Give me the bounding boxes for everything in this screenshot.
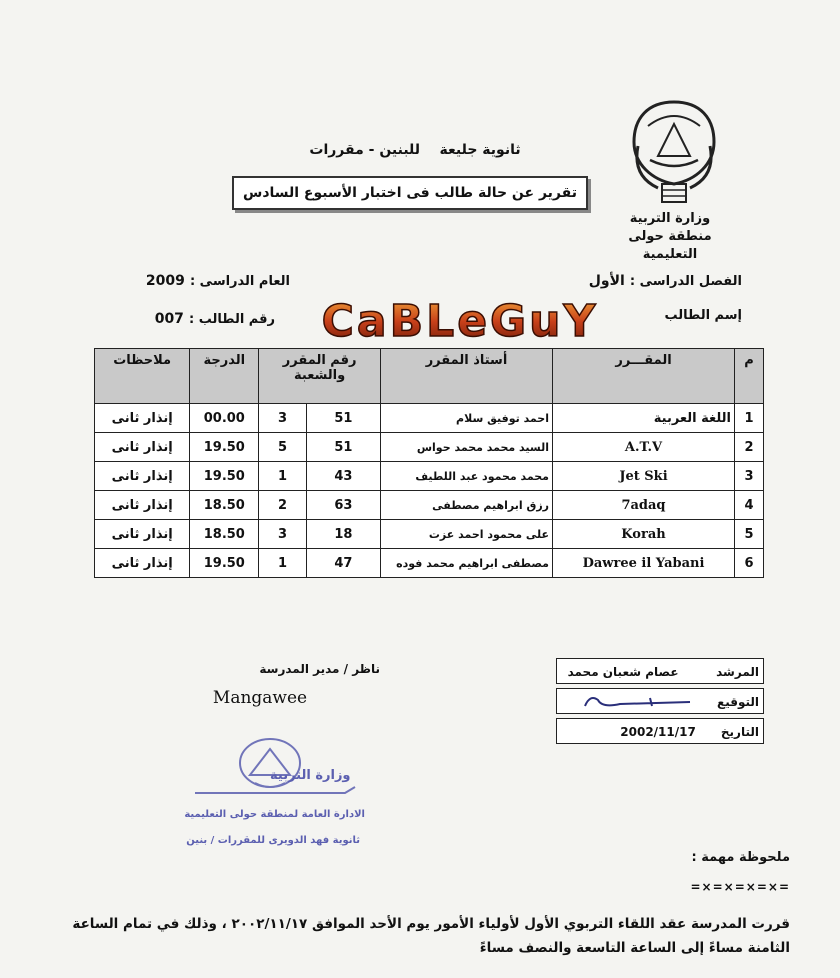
principal-name: Mangawee: [212, 688, 308, 708]
school-name: ثانوية جليعة للبنين - مقررات: [309, 142, 521, 158]
row-course: Dawree il Yabani: [553, 549, 735, 578]
table-row: [95, 433, 764, 462]
row-course: Jet Ski: [553, 462, 735, 491]
row-grade: 19.50: [190, 549, 259, 578]
student-no-value: 007: [154, 311, 184, 327]
ministry-name: [600, 210, 740, 264]
row-section: 5: [259, 433, 306, 462]
row-index: 6: [735, 549, 764, 578]
counselor-box: [556, 658, 764, 684]
handwritten-signature-icon: [580, 688, 700, 714]
date-label: التاريخ: [720, 725, 759, 739]
stamp-line1: وزارة التربية: [270, 768, 351, 783]
row-teacher: السيد محمد محمد حواس: [381, 433, 553, 462]
row-grade: 19.50: [190, 433, 259, 462]
header-course-no: رقم المقرر والشعبة: [259, 349, 381, 404]
row-teacher: محمد محمود عبد اللطيف: [381, 462, 553, 491]
table-header-row: [95, 349, 764, 404]
row-index: 3: [735, 462, 764, 491]
semester-value: الأول: [588, 273, 625, 289]
table-row: [95, 404, 764, 433]
row-course: A.T.V: [553, 433, 735, 462]
student-name-value: [300, 292, 620, 348]
row-section: 1: [259, 462, 306, 491]
row-index: 2: [735, 433, 764, 462]
row-grade: 18.50: [190, 491, 259, 520]
note-title: ملحوظة مهمة :: [691, 850, 790, 865]
row-section: 1: [259, 549, 306, 578]
kuwait-emblem-icon: [628, 96, 720, 206]
row-grade: 00.00: [190, 404, 259, 433]
date-value: 2002/11/17: [620, 725, 696, 739]
table-row: [95, 491, 764, 520]
row-course: Korah: [553, 520, 735, 549]
year-label: العام الدراسى :: [189, 274, 290, 289]
principal-label: ناظر / مدير المدرسة: [259, 662, 380, 676]
row-course-no: 63: [306, 491, 380, 520]
year-field: [140, 270, 290, 289]
note-line1: قررت المدرسة عقد اللقاء التربوي الأول لأولياء الأمور يوم الأحد الموافق ٢٠٠٢/١١/١٧ ، وذلك في تمام الساعة: [72, 916, 790, 932]
row-grade: 18.50: [190, 520, 259, 549]
table-row: [95, 462, 764, 491]
row-teacher: مصطفى ابراهيم محمد فوده: [381, 549, 553, 578]
semester-field: [520, 270, 742, 289]
row-course-no: 51: [306, 404, 380, 433]
header-notes: ملاحظات: [95, 349, 190, 404]
header-index: م: [735, 349, 764, 404]
ministry-line1: وزارة التربية: [629, 211, 711, 226]
header-teacher: أستاذ المقرر: [381, 349, 553, 404]
grades-table: [94, 348, 764, 578]
row-note: إنذار ثانى: [95, 491, 190, 520]
note-body: [20, 912, 790, 960]
header-grade: الدرجة: [190, 349, 259, 404]
row-course-no: 51: [306, 433, 380, 462]
row-note: إنذار ثانى: [95, 520, 190, 549]
row-teacher: احمد توفيق سلام: [381, 404, 553, 433]
date-box: [556, 718, 764, 744]
row-section: 2: [259, 491, 306, 520]
stamp-line3: ثانوية فهد الدويرى للمقررات / بنين: [186, 835, 360, 846]
report-title: تقرير عن حالة طالب فى اختبار الأسبوع السادس: [232, 176, 588, 210]
row-course-no: 43: [306, 462, 380, 491]
semester-label: الفصل الدراسى :: [629, 274, 742, 289]
table-row: [95, 549, 764, 578]
row-teacher: على محمود احمد عزت: [381, 520, 553, 549]
school-stamp-icon: [175, 735, 375, 855]
counselor-label: المرشد: [716, 665, 759, 679]
row-grade: 19.50: [190, 462, 259, 491]
row-note: إنذار ثانى: [95, 462, 190, 491]
row-section: 3: [259, 520, 306, 549]
counselor-name: عصام شعبان محمد: [567, 665, 679, 679]
svg-text:CaBLeGuY: CaBLeGuY: [321, 296, 599, 347]
row-note: إنذار ثانى: [95, 404, 190, 433]
note-line2: الثامنة مساءً إلى الساعة التاسعة والنصف مساءً: [479, 940, 790, 956]
table-row: [95, 520, 764, 549]
sign-label: التوقيع: [717, 695, 759, 709]
student-no-label: رقم الطالب :: [189, 312, 275, 327]
row-teacher: رزق ابراهيم مصطفى: [381, 491, 553, 520]
row-index: 5: [735, 520, 764, 549]
row-section: 3: [259, 404, 306, 433]
note-separator: =×=×=×=×=: [690, 880, 790, 894]
row-note: إنذار ثانى: [95, 433, 190, 462]
student-name-label: إسم الطالب: [664, 308, 742, 323]
row-course: 7adaq: [553, 491, 735, 520]
stamp-line2: الادارة العامة لمنطقة حولى التعليمية: [184, 809, 365, 820]
row-course: اللغة العربية: [553, 404, 735, 433]
student-no-field: [150, 308, 275, 327]
row-index: 4: [735, 491, 764, 520]
year-value: 2009: [145, 273, 185, 289]
row-index: 1: [735, 404, 764, 433]
ministry-line2: منطقة حولى التعليمية: [628, 229, 712, 262]
header-course: المقـــرر: [553, 349, 735, 404]
row-note: إنذار ثانى: [95, 549, 190, 578]
row-course-no: 18: [306, 520, 380, 549]
row-course-no: 47: [306, 549, 380, 578]
